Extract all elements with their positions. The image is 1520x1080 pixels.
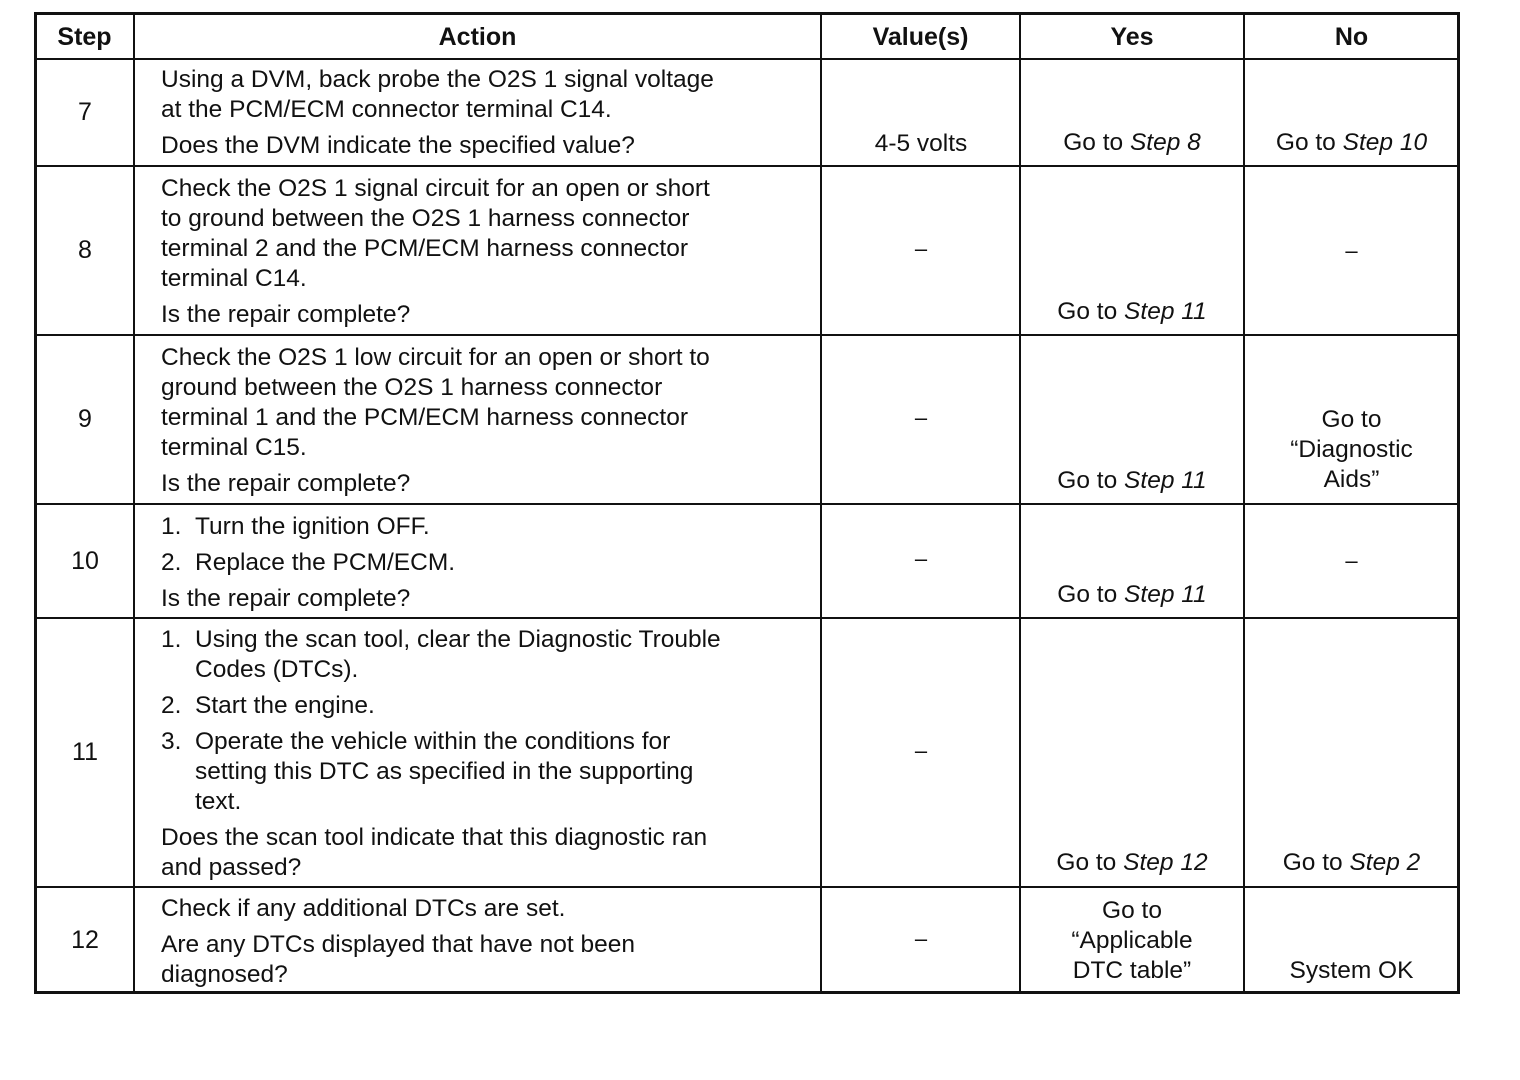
list-item: 1. Using the scan tool, clear the Diagnostic Trouble Codes (DTCs). (161, 626, 721, 683)
action-question: Does the scan tool indicate that this diagnostic ran and passed? (161, 824, 708, 881)
row-divider (34, 617, 1460, 619)
no-cell: – (1345, 548, 1358, 573)
header-yes: Yes (1110, 22, 1154, 51)
value-cell: – (914, 405, 928, 430)
list-item: 2. Start the engine. (161, 692, 375, 719)
header-values: Value(s) (872, 22, 969, 51)
list-item: 1. Turn the ignition OFF. (161, 513, 430, 540)
step-number: 8 (78, 236, 92, 264)
row-divider (34, 165, 1460, 167)
yes-cell: Go to Step 12 (1056, 849, 1208, 876)
yes-cell: Go to Step 8 (1063, 129, 1201, 156)
col-divider (820, 12, 822, 994)
yes-cell: Go to Step 11 (1057, 581, 1207, 608)
action-cell: Check the O2S 1 low circuit for an open or short to ground between the O2S 1 harness connector terminal 1 and the PCM/ECM harness connector terminal C15. Is the repair complete? (161, 343, 811, 499)
header-action: Action (438, 22, 517, 51)
action-question: Does the DVM indicate the specified value? (161, 132, 635, 159)
step-number: 11 (72, 738, 98, 766)
value-cell: – (914, 546, 928, 571)
step-number: 12 (71, 925, 99, 954)
list-item: 3. Operate the vehicle within the conditions for setting this DTC as specified in the supporting text. (161, 728, 694, 815)
row-divider (34, 334, 1460, 336)
step-number: 10 (71, 546, 99, 575)
action-cell: Check the O2S 1 signal circuit for an open or short to ground between the O2S 1 harness connector terminal 2 and the PCM/ECM harness connector terminal C14. Is the repair complete? (161, 174, 811, 330)
action-cell (161, 512, 811, 614)
no-cell: System OK (1289, 957, 1414, 984)
list-item: 2. Replace the PCM/ECM. (161, 549, 456, 576)
action-question: Are any DTCs displayed that have not been diagnosed? (161, 931, 635, 988)
action-question: Is the repair complete? (161, 301, 411, 328)
yes-cell: Go to “Applicable DTC table” (1071, 897, 1193, 984)
header-no: No (1334, 22, 1369, 51)
col-divider (1243, 12, 1245, 994)
header-step: Step (57, 22, 112, 51)
row-divider (34, 886, 1460, 888)
value-cell: – (914, 236, 928, 261)
no-cell: – (1345, 238, 1358, 263)
step-number: 7 (78, 98, 92, 126)
action-question: Is the repair complete? (161, 470, 411, 497)
value-cell: – (914, 738, 928, 763)
value-cell: 4-5 volts (874, 130, 968, 157)
yes-cell: Go to Step 11 (1057, 467, 1207, 494)
no-cell: Go to “Diagnostic Aids” (1290, 406, 1413, 493)
yes-cell: Go to Step 11 (1057, 298, 1207, 325)
value-cell: – (914, 926, 928, 951)
no-cell: Go to Step 10 (1275, 129, 1428, 156)
step-number: 9 (78, 405, 92, 433)
row-divider (34, 503, 1460, 505)
action-cell: Check if any additional DTCs are set. Are any DTCs displayed that have not been diagnosed? (161, 894, 811, 990)
action-question: Is the repair complete? (161, 585, 411, 612)
action-cell (161, 625, 811, 883)
action-cell: Using a DVM, back probe the O2S 1 signal voltage at the PCM/ECM connector terminal C14. Does the DVM indicate the specified value? (161, 65, 811, 161)
col-divider (1019, 12, 1021, 994)
no-cell: Go to Step 2 (1282, 849, 1421, 876)
